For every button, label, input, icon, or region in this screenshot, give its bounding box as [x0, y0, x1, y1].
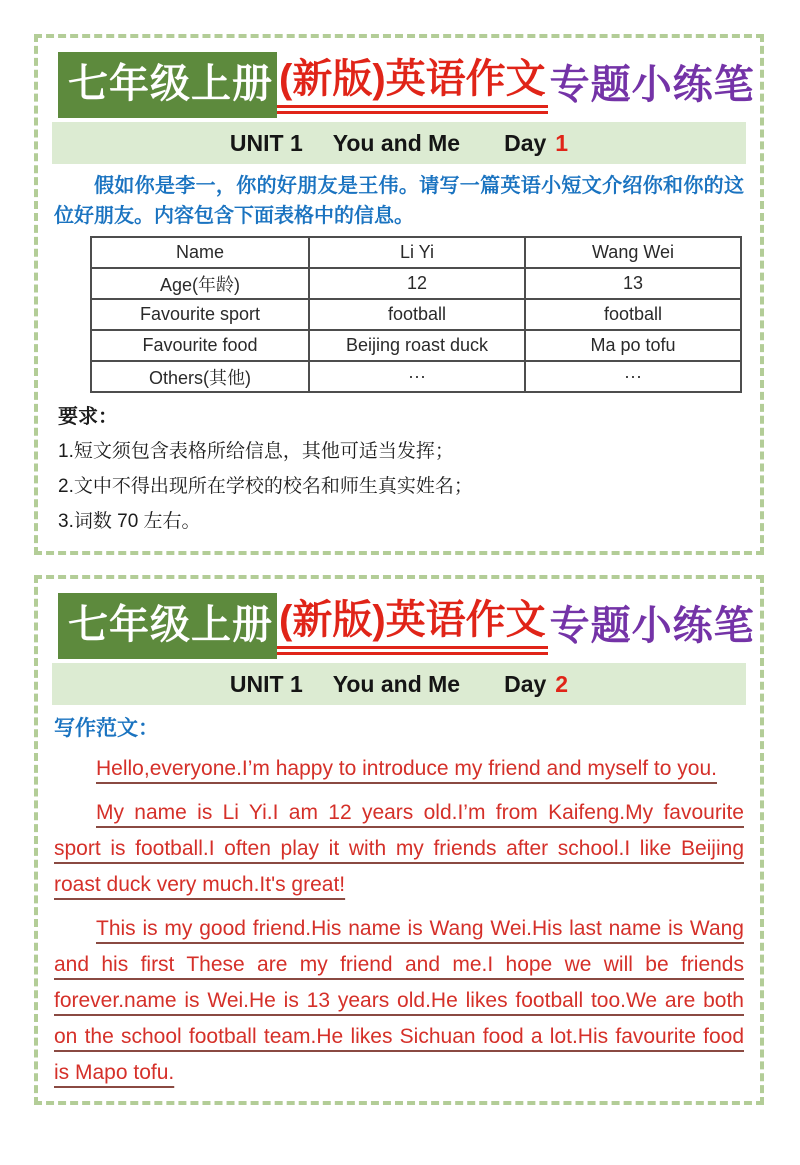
table-row — [91, 361, 741, 392]
table-cell: Beijing roast duck — [309, 330, 525, 361]
table-cell: 13 — [525, 268, 741, 299]
table-cell: Ma po tofu — [525, 330, 741, 361]
essay-paragraph: Hello,everyone.I’m happy to introduce my friend and myself to you. — [96, 757, 717, 780]
info-table — [90, 236, 742, 393]
essay-paragraph: This is my good friend.His name is Wang Wei.His last name is Wang and his first These are my friend and me.I hope we will be friends forever.name is Wei.He is 13 years old.He likes football too.We are both on the school football team.He likes Sichuan food a lot.His favourite food is Mapo tofu. — [54, 917, 744, 1084]
table-cell: Favourite sport — [91, 299, 309, 330]
table-row — [91, 330, 741, 361]
requirements-heading: 要求： — [58, 406, 118, 428]
panel-day2 — [34, 575, 764, 1105]
table-cell: football — [309, 299, 525, 330]
sample-essay-heading: 写作范文： — [54, 717, 159, 740]
table-cell: 12 — [309, 268, 525, 299]
table-cell: ··· — [309, 361, 525, 392]
table-cell: ··· — [525, 361, 741, 392]
worksheet-page — [0, 34, 800, 1165]
unit-header-bar — [52, 122, 746, 164]
unit-number: UNIT 1 — [229, 670, 303, 697]
requirement-item: 2.文中不得出现所在学校的校名和师生真实姓名； — [58, 476, 473, 497]
table-row — [91, 299, 741, 330]
requirement-item: 3.词数 70 左右。 — [58, 511, 201, 532]
banner-title — [58, 52, 755, 118]
title-grade-part: 七年级上册 — [58, 52, 277, 118]
title-grade-part: 七年级上册 — [58, 593, 277, 659]
requirements-section — [58, 400, 746, 539]
writing-prompt: 假如你是李一，你的好朋友是王伟。请写一篇英语小短文介绍你和你的这位好朋友。内容包含下面表格中的信息。 — [54, 175, 744, 227]
essay-paragraph: My name is Li Yi.I am 12 years old.I’m from Kaifeng.My favourite sport is football.I often play it with my friends after school.I like Beijing roast duck very much.It's great! — [54, 801, 744, 896]
requirement-item: 1.短文须包含表格所给信息，其他可适当发挥； — [58, 441, 454, 462]
table-cell: Others(其他) — [91, 361, 309, 392]
table-row — [91, 237, 741, 268]
table-row — [91, 268, 741, 299]
unit-topic: You and Me — [332, 670, 461, 697]
unit-number: UNIT 1 — [229, 129, 303, 156]
table-cell: Li Yi — [309, 237, 525, 268]
title-subject-part: (新版)英语作文 — [277, 56, 548, 114]
table-cell: football — [525, 299, 741, 330]
banner-title — [58, 593, 755, 659]
day-label: Day — [504, 129, 547, 156]
unit-header-bar — [52, 663, 746, 705]
title-series-part: 专题小练笔 — [549, 63, 755, 107]
day-number: 2 — [555, 670, 569, 697]
table-cell: Favourite food — [91, 330, 309, 361]
sample-essay — [54, 751, 744, 1091]
panel-day1 — [34, 34, 764, 555]
day-number: 1 — [555, 129, 569, 156]
day-label: Day — [504, 670, 547, 697]
table-cell: Name — [91, 237, 309, 268]
unit-topic: You and Me — [332, 129, 461, 156]
table-cell: Age(年龄) — [91, 268, 309, 299]
title-series-part: 专题小练笔 — [549, 604, 755, 648]
title-subject-part: (新版)英语作文 — [277, 597, 548, 655]
table-cell: Wang Wei — [525, 237, 741, 268]
